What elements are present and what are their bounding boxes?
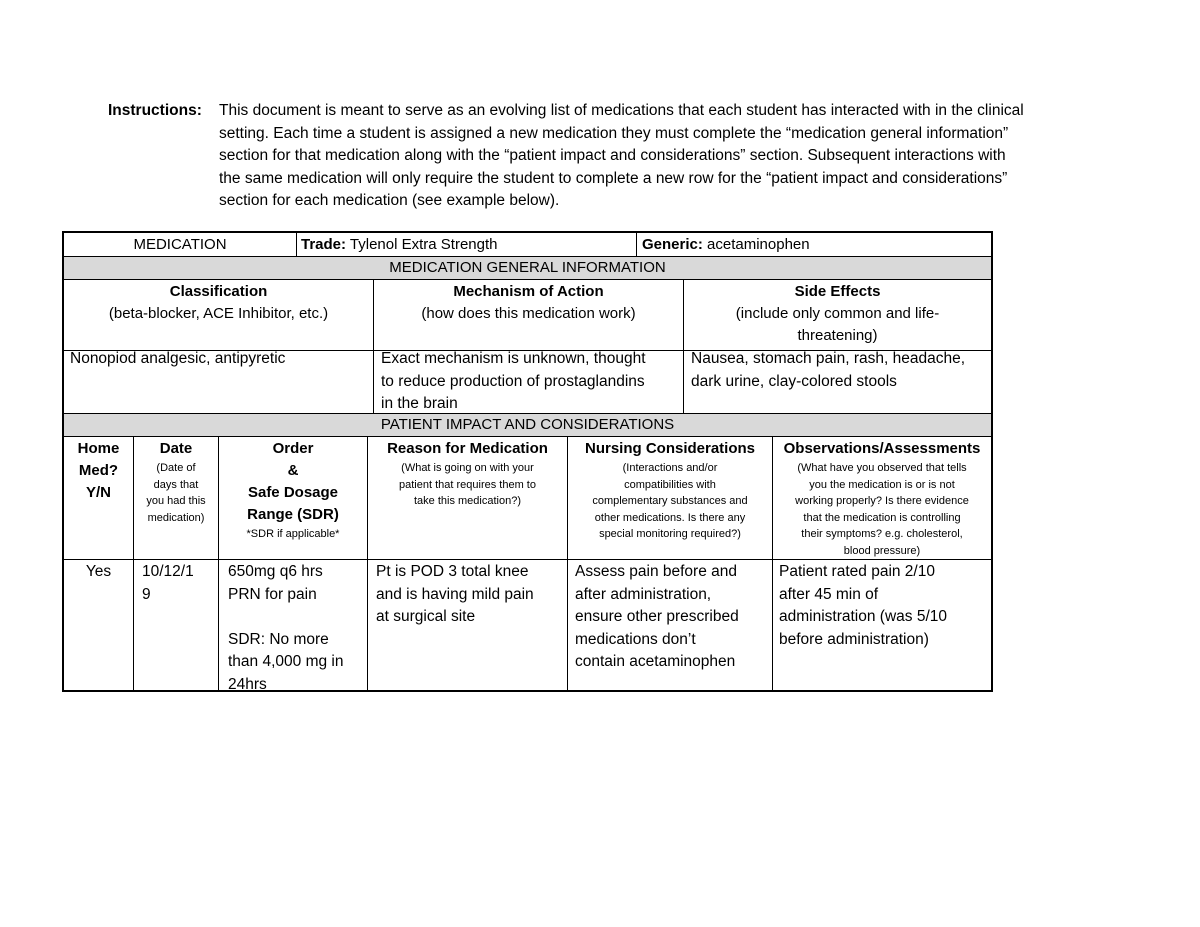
side-effects-value-line: Nausea, stomach pain, rash, headache, <box>691 350 966 367</box>
home-med-header-line: Home <box>77 440 120 457</box>
side-effects-sub: (include only common and life- <box>735 305 940 322</box>
order-header-sub: *SDR if applicable* <box>246 528 340 540</box>
date-header-title: Date <box>159 440 193 457</box>
mechanism-title: Mechanism of Action <box>453 283 604 300</box>
nursing-header-sub: (Interactions and/or <box>622 462 718 474</box>
nursing-value-line: ensure other prescribed <box>575 608 739 625</box>
order-header <box>219 438 367 543</box>
classification-value <box>70 348 370 371</box>
reason-value <box>376 561 566 629</box>
nursing-header-sub: special monitoring required?) <box>599 528 741 540</box>
home-med-header-line: Med? <box>78 462 119 479</box>
observations-header-title: Observations/Assessments <box>783 440 981 457</box>
instructions-text <box>219 100 1099 213</box>
order-header-title: Range (SDR) <box>247 506 339 523</box>
observations-value <box>779 561 989 651</box>
instructions-label: Instructions: <box>108 102 202 119</box>
date-header-sub: medication) <box>147 511 205 524</box>
classification-sub: (beta-blocker, ACE Inhibitor, etc.) <box>108 305 329 322</box>
nursing-header-title: Nursing Considerations <box>584 440 756 457</box>
nursing-header-sub: complementary substances and <box>592 495 748 507</box>
medication-label-text: MEDICATION <box>133 236 227 253</box>
nursing-value-line: after administration, <box>575 585 712 603</box>
generic-label: Generic: <box>642 236 703 253</box>
generic-value: acetaminophen <box>702 236 810 253</box>
instructions-line: section for that medication along with the “patient impact and considerations” section. Subsequent interactions with <box>219 147 1006 164</box>
side-effects-value-line: dark urine, clay-colored stools <box>691 372 897 390</box>
date-value <box>142 561 216 606</box>
table-rule <box>64 436 991 437</box>
order-value-line: SDR: No more <box>228 630 329 648</box>
observations-value-line: Patient rated pain 2/10 <box>779 563 935 580</box>
order-header-title: Order <box>272 440 314 457</box>
home-med-header <box>64 438 133 504</box>
classification-value-text: Nonopiod analgesic, antipyretic <box>70 350 286 367</box>
table-rule <box>64 279 991 280</box>
generic-cell <box>642 234 987 256</box>
patient-section-title-text: PATIENT IMPACT AND CONSIDERATIONS <box>380 416 675 433</box>
reason-value-line: at surgical site <box>376 608 476 625</box>
home-med-value <box>64 561 133 584</box>
classification-header <box>64 281 373 325</box>
reason-header-sub: patient that requires them to <box>399 478 536 491</box>
nursing-value-line: contain acetaminophen <box>575 653 736 670</box>
date-header <box>134 438 218 526</box>
general-section-title-text: MEDICATION GENERAL INFORMATION <box>389 259 666 276</box>
trade-cell <box>301 234 631 256</box>
reason-value-line: Pt is POD 3 total knee <box>376 563 529 580</box>
mechanism-value-line: to reduce production of prostaglandins <box>381 372 645 390</box>
order-value <box>228 561 366 696</box>
general-section-title <box>64 257 991 279</box>
order-value-line <box>228 606 366 629</box>
date-value-line: 9 <box>142 585 151 603</box>
side-effects-sub: threatening) <box>797 327 878 344</box>
reason-header <box>368 438 567 510</box>
nursing-header <box>568 438 772 543</box>
observations-value-line: before administration) <box>779 630 929 648</box>
reason-header-sub: take this medication?) <box>414 495 521 507</box>
observations-header-sub: blood pressure) <box>843 544 921 557</box>
nursing-header-sub: other medications. Is there any <box>594 511 746 524</box>
nursing-value-line: Assess pain before and <box>575 563 737 580</box>
mechanism-sub: (how does this medication work) <box>421 305 636 322</box>
table-rule <box>64 559 991 560</box>
nursing-header-sub: compatibilities with <box>624 478 716 491</box>
side-effects-header <box>684 281 991 347</box>
order-value-line: than 4,000 mg in <box>228 653 344 670</box>
mechanism-value-line: in the brain <box>381 395 458 412</box>
reason-header-sub: (What is going on with your <box>401 462 534 474</box>
observations-header-sub: working properly? Is there evidence <box>795 495 969 507</box>
nursing-value <box>575 561 771 674</box>
instructions-line: the same medication will only require the student to complete a new row for the “patient impact and considerations” <box>219 169 1008 187</box>
patient-section-title <box>64 414 991 436</box>
classification-title: Classification <box>169 283 268 300</box>
side-effects-value <box>691 348 989 393</box>
home-med-value-text: Yes <box>85 563 112 580</box>
mechanism-header <box>374 281 683 325</box>
medication-table <box>62 231 993 692</box>
reason-header-title: Reason for Medication <box>387 440 548 457</box>
observations-header <box>773 438 991 559</box>
observations-value-line: administration (was 5/10 <box>779 608 947 625</box>
observations-header-sub: their symptoms? e.g. cholesterol, <box>801 528 963 540</box>
observations-header-sub: you the medication is or is not <box>809 478 955 491</box>
observations-header-sub: (What have you observed that tells <box>797 462 967 474</box>
observations-header-sub: that the medication is controlling <box>803 511 961 524</box>
order-value-line: 650mg q6 hrs <box>228 563 323 580</box>
instructions-line: section for each medication (see example below). <box>219 192 560 209</box>
date-header-sub: you had this <box>146 495 206 507</box>
table-rule <box>296 233 297 256</box>
date-header-sub: (Date of <box>156 462 196 474</box>
date-header-sub: days that <box>153 478 199 491</box>
mechanism-value-line: Exact mechanism is unknown, thought <box>381 350 646 367</box>
nursing-value-line: medications don’t <box>575 630 696 648</box>
order-value-line: PRN for pain <box>228 585 317 603</box>
date-value-line: 10/12/1 <box>142 563 194 580</box>
side-effects-title: Side Effects <box>794 283 881 300</box>
trade-value: Tylenol Extra Strength <box>346 236 498 253</box>
table-rule <box>636 233 637 256</box>
order-header-title: & <box>287 462 299 479</box>
order-value-line: 24hrs <box>228 675 267 693</box>
observations-value-line: after 45 min of <box>779 585 879 603</box>
reason-value-line: and is having mild pain <box>376 585 534 603</box>
instructions-line: This document is meant to serve as an evolving list of medications that each student has interacted with in the clinical <box>219 102 1024 119</box>
medication-label <box>64 234 296 256</box>
mechanism-value <box>381 348 681 416</box>
home-med-header-line: Y/N <box>85 484 111 501</box>
order-header-title: Safe Dosage <box>247 484 339 501</box>
trade-label: Trade: <box>301 236 347 253</box>
instructions-line: setting. Each time a student is assigned a new medication they must complete the “medication general information” <box>219 124 1009 142</box>
